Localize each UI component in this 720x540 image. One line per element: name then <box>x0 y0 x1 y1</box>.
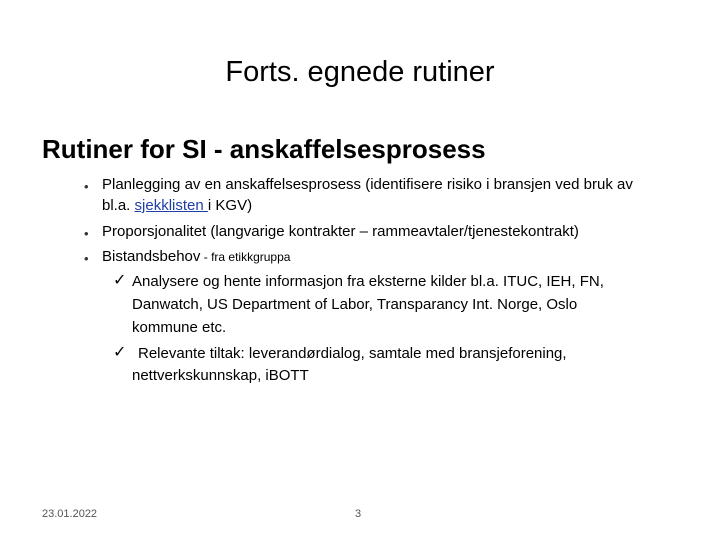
checkmark-icon: ✓ <box>113 344 127 361</box>
subitem-2-line-1: Relevante tiltak: leverandørdialog, samtale med bransjeforening, <box>138 345 567 362</box>
footer-date: 23.01.2022 <box>42 508 98 520</box>
bullet-marker: • <box>84 179 89 194</box>
subitem-1-line-2: Danwatch, US Department of Labor, Transparancy Int. Norge, Oslo <box>132 296 578 313</box>
bullet-3-note: - fra etikkgruppa <box>200 250 291 264</box>
bullet-1-line-1: Planlegging av en anskaffelsesprosess (identifisere risiko i bransjen ved bruk av <box>102 176 633 193</box>
bullet-marker: • <box>84 251 89 266</box>
page-number: 3 <box>355 508 362 520</box>
bullet-1-text-after: i KGV) <box>207 197 253 214</box>
subitem-2-line-2: nettverkskunnskap, iBOTT <box>132 367 309 384</box>
bullet-1-text-before: bl.a. <box>102 197 135 214</box>
bullet-marker: • <box>84 226 89 241</box>
section-heading: Rutiner for SI - anskaffelsesprosess <box>42 134 486 164</box>
subitem-1-line-1: Analysere og hente informasjon fra eksterne kilder bl.a. ITUC, IEH, FN, <box>132 273 604 290</box>
subitem-1-line-3: kommune etc. <box>132 319 227 336</box>
checkmark-icon: ✓ <box>113 272 127 289</box>
slide-title: Forts. egnede rutiner <box>225 56 495 88</box>
bullet-3-text: Bistandsbehov <box>102 248 201 265</box>
sjekklisten-link[interactable]: sjekklisten <box>134 197 208 214</box>
bullet-3-line <box>102 248 290 266</box>
bullet-2-text: Proporsjonalitet (langvarige kontrakter – rammeavtaler/tjenestekontrakt) <box>102 223 579 240</box>
bullet-1-line-2 <box>102 197 252 215</box>
